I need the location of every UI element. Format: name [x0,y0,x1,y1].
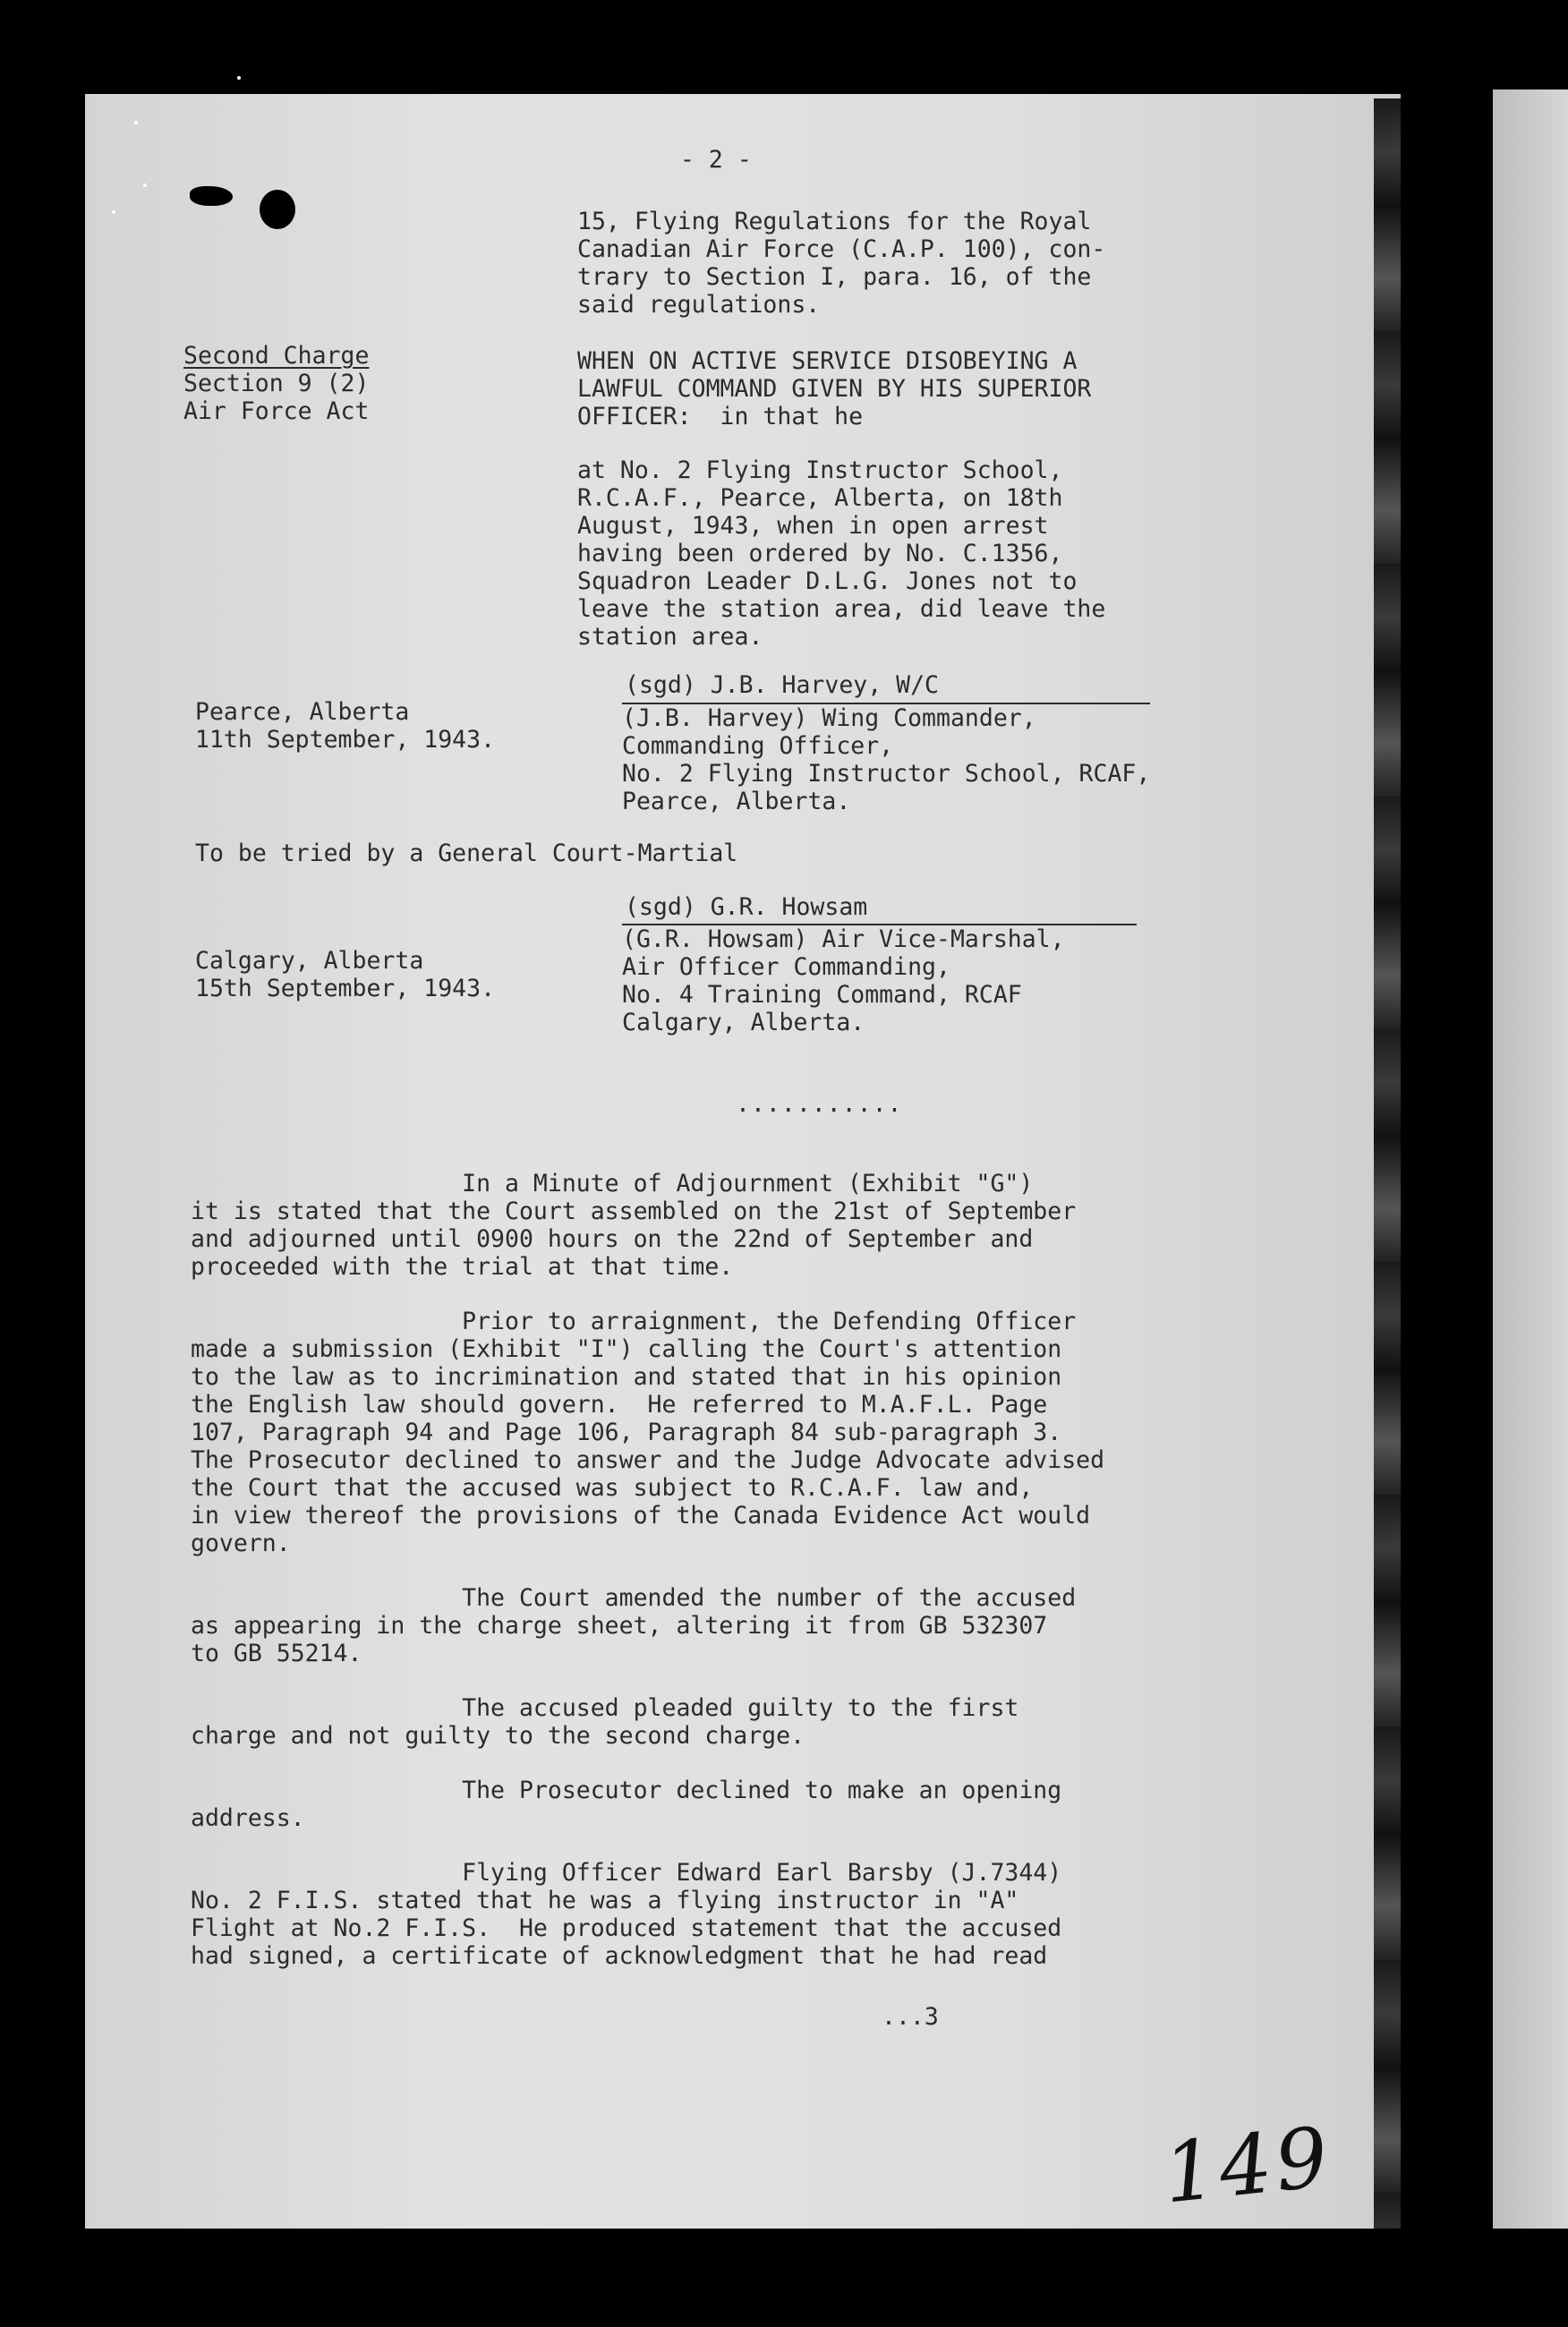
particulars-text: at No. 2 Flying Instructor School, [577,456,1063,484]
charge-text: OFFICER: in that he [577,403,864,430]
second-charge-heading: Second Charge [183,342,370,370]
particulars-text: August, 1943, when in open arrest [577,512,1049,540]
punch-hole [260,190,295,229]
dust-speck [112,210,115,214]
text-line: charge and not guilty to the second charge. [191,1722,805,1750]
text-line: and adjourned until 0900 hours on the 22nd of September and [191,1225,1034,1253]
signatory-line: Air Officer Commanding, [622,953,950,981]
section-reference: Section 9 (2) [183,370,370,397]
text-line: the English law should govern. He referred to M.A.F.L. Page [191,1391,1048,1419]
section-reference: Air Force Act [183,397,370,425]
particulars-text: station area. [577,623,763,651]
text-line: 15, Flying Regulations for the Royal [577,208,1092,235]
text-line: in view thereof the provisions of the Canada Evidence Act would [191,1502,1091,1530]
charge-text: WHEN ON ACTIVE SERVICE DISOBEYING A [577,347,1078,375]
signatory-line: Commanding Officer, [622,732,894,760]
text-line: the Court that the accused was subject to R.C.A.F. law and, [191,1474,1034,1502]
signatory-line: (G.R. Howsam) Air Vice-Marshal, [622,925,1065,953]
signatory-line: No. 4 Training Command, RCAF [622,981,1022,1009]
handwritten-page-number: 149 [1158,2109,1336,2222]
signatory-line: Calgary, Alberta. [622,1009,865,1036]
signature-place: Pearce, Alberta [195,698,410,726]
page-binding-shadow [1374,98,1401,2229]
dust-speck [143,183,147,187]
charge-text: LAWFUL COMMAND GIVEN BY HIS SUPERIOR [577,375,1092,403]
adjacent-page-edge [1493,90,1568,2229]
text-line: The Prosecutor declined to answer and the Judge Advocate advised [191,1446,1105,1474]
dust-speck [134,121,138,124]
text-line: The accused pleaded guilty to the first [191,1694,1019,1722]
text-line: had signed, a certificate of acknowledgment that he had read [191,1942,1048,1970]
text-line: as appearing in the charge sheet, altering it from GB 532307 [191,1612,1048,1640]
signature-date: 15th September, 1943. [195,975,496,1002]
signature-sgd: (sgd) G.R. Howsam [625,893,868,921]
text-line: In a Minute of Adjournment (Exhibit "G") [191,1170,1034,1198]
text-line: said regulations. [577,291,821,319]
text-line: it is stated that the Court assembled on the 21st of September [191,1198,1077,1225]
text-line: proceeded with the trial at that time. [191,1253,734,1281]
text-line: Canadian Air Force (C.A.P. 100), con- [577,235,1106,263]
signature-sgd: (sgd) J.B. Harvey, W/C [625,671,939,699]
signatory-line: (J.B. Harvey) Wing Commander, [622,704,1036,732]
text-line: Flight at No.2 F.I.S. He produced statement that the accused [191,1914,1062,1942]
text-line: govern. [191,1530,291,1557]
text-line: The Court amended the number of the accused [191,1584,1077,1612]
particulars-text: leave the station area, did leave the [577,595,1106,623]
text-line: Prior to arraignment, the Defending Officer [191,1308,1077,1335]
text-line: No. 2 F.I.S. stated that he was a flying instructor in "A" [191,1887,1019,1914]
section-separator: ........... [736,1090,903,1118]
signature-place: Calgary, Alberta [195,947,424,975]
signatory-line: Pearce, Alberta. [622,788,851,815]
punch-hole-mark [190,186,233,206]
text-line: 107, Paragraph 94 and Page 106, Paragraph 84 sub-paragraph 3. [191,1419,1062,1446]
text-line: Flying Officer Edward Earl Barsby (J.7344) [191,1859,1062,1887]
text-line: to GB 55214. [191,1640,362,1667]
signature-date: 11th September, 1943. [195,726,496,754]
text-line: to the law as to incrimination and stated that in his opinion [191,1363,1062,1391]
tried-by-line: To be tried by a General Court-Martial [195,840,738,867]
particulars-text: having been ordered by No. C.1356, [577,540,1063,567]
text-line: address. [191,1804,305,1832]
dust-speck [237,76,241,80]
text-line: made a submission (Exhibit "I") calling the Court's attention [191,1335,1062,1363]
page-number: - 2 - [680,146,752,174]
particulars-text: Squadron Leader D.L.G. Jones not to [577,567,1078,595]
signatory-line: No. 2 Flying Instructor School, RCAF, [622,760,1151,788]
particulars-text: R.C.A.F., Pearce, Alberta, on 18th [577,484,1063,512]
text-line: The Prosecutor declined to make an opening [191,1777,1062,1804]
text-line: trary to Section I, para. 16, of the [577,263,1092,291]
continuation-marker: ...3 [882,2003,939,2031]
